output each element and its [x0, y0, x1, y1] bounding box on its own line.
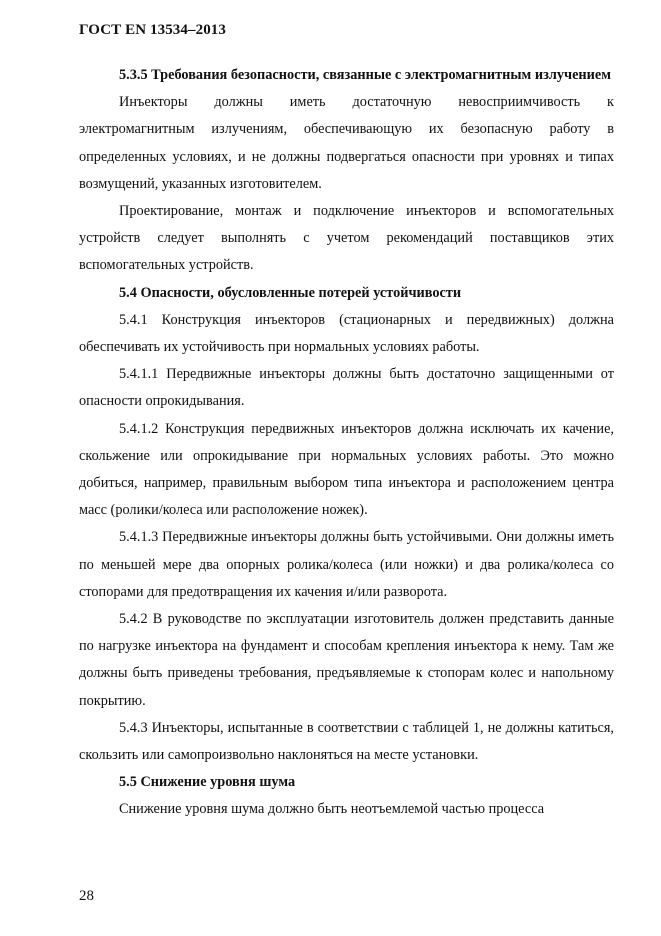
- paragraph-emc-immunity: Инъекторы должны иметь достаточную невосприимчивость к электромагнитным излучениям, обеспечивающую их безопасную работу в определенных условиях, и не должны подвергаться опасности при уровнях и типах возмущений, указанных изготовителем.: [79, 94, 614, 192]
- paragraph-noise-reduction: Снижение уровня шума должно быть неотъемлемой частью процесса: [119, 801, 545, 818]
- paragraph-5-4-1: 5.4.1 Конструкция инъекторов (стационарных и передвижных) должна обеспечивать их устойчивость при нормальных условиях работы.: [79, 311, 614, 356]
- paragraph-design-installation: Проектирование, монтаж и подключение инъекторов и вспомогательных устройств следует выполнять с учетом рекомендаций поставщиков этих вспомогательных устройств.: [79, 203, 614, 274]
- paragraph-5-4-1-2: 5.4.1.2 Конструкция передвижных инъекторов должна исключать их качение, скольжение или опрокидывание при нормальных условиях работы. Это можно добиться, например, правильным выбором типа инъектора и расположением центра масс (ролики/колеса или расположение ножек).: [79, 420, 614, 519]
- section-heading-5-3-5: 5.3.5 Требования безопасности, связанные с электромагнитным излучением: [119, 67, 611, 83]
- section-heading-5-4: 5.4 Опасности, обусловленные потерей устойчивости: [119, 284, 462, 301]
- paragraph-5-4-2: 5.4.2 В руководстве по эксплуатации изготовитель должен представить данные по нагрузке инъектора на фундамент и способам крепления инъектора к нему. Там же должны быть приведены требования, предъявляемые к стопорам колес и напольному покрытию.: [79, 611, 614, 709]
- section-heading-5-5: 5.5 Снижение уровня шума: [119, 774, 296, 791]
- document-header: ГОСТ EN 13534–2013: [79, 22, 226, 38]
- paragraph-5-4-1-3: 5.4.1.3 Передвижные инъекторы должны быть устойчивыми. Они должны иметь по меньшей мере два опорных ролика/колеса (или ножки) и два ролика/колеса со стопорами для предотвращения их качения и/или разворота.: [79, 529, 614, 600]
- paragraph-5-4-1-1: 5.4.1.1 Передвижные инъекторы должны быть достаточно защищенными от опасности опрокидывания.: [79, 366, 614, 410]
- document-body: [79, 62, 614, 824]
- page-number: 28: [79, 888, 94, 904]
- paragraph-5-4-3: 5.4.3 Инъекторы, испытанные в соответствии с таблицей 1, не должны катиться, скользить или самопроизвольно наклоняться на месте установки.: [79, 719, 614, 764]
